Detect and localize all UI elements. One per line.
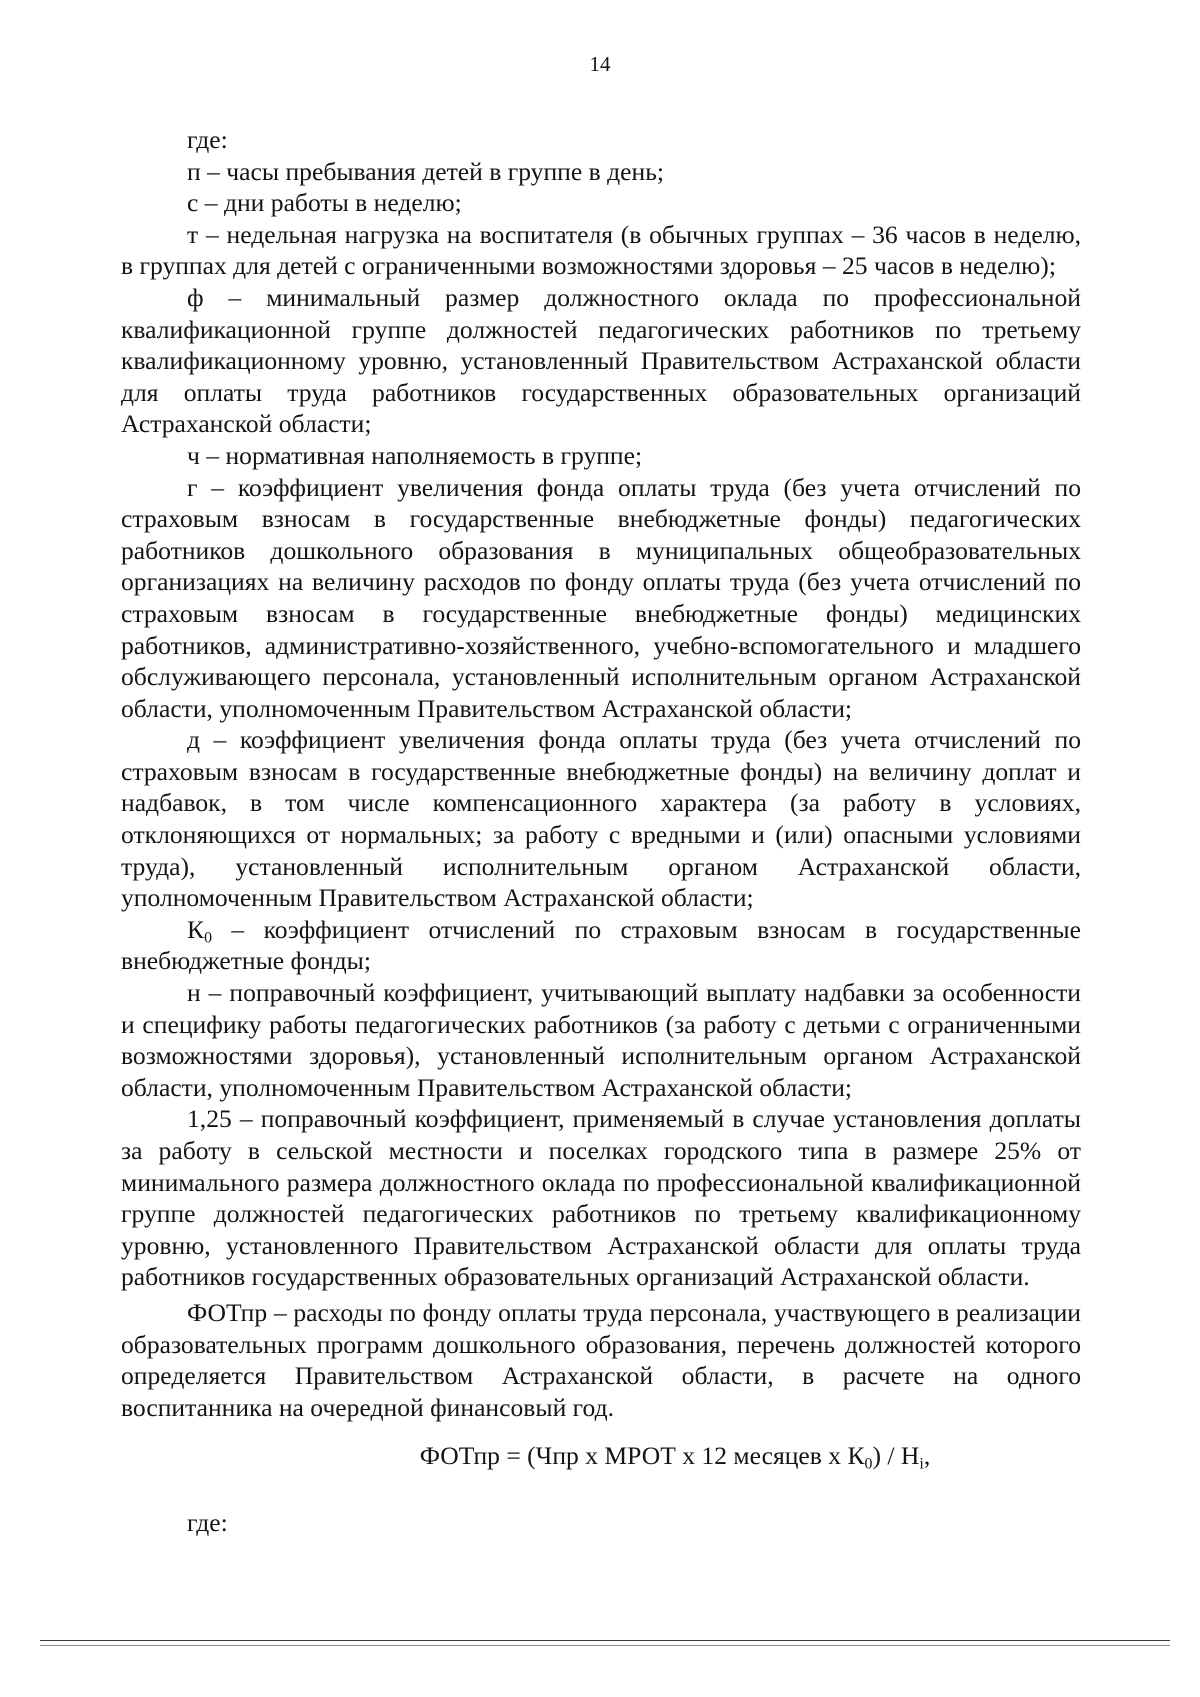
paragraph-fotpr: ФОТпр – расходы по фонду оплаты труда персонала, участвующего в реализации образовательных программ дошкольного образования, перечень должностей которого определяется Правительством Астраханской области, в расчете на одного воспитанника на очередной финансовый год.: [121, 1297, 1081, 1422]
formula-part3: ,: [923, 1441, 931, 1470]
formula-part1: ФОТпр = (Чпр х МРОТ х 12 месяцев х К: [419, 1441, 865, 1470]
paragraph-f: ф – минимальный размер должностного оклада по профессиональной квалификационной группе должностей педагогических работников по третьему квалификационному уровню, установленный Правительством Астраханской области для оплаты труда работников государственных образовательных организаций Астраханской области;: [121, 282, 1081, 439]
k0-subscript: 0: [204, 929, 213, 947]
formula-sub-k0: 0: [864, 1455, 873, 1473]
paragraph-k0: [121, 914, 1081, 977]
paragraph-where: где:: [187, 125, 228, 154]
paragraph-s: с – дни работы в неделю;: [187, 188, 462, 218]
paragraph-125: 1,25 – поправочный коэффициент, применяемый в случае установления доплаты за работу в сельской местности и поселках городского типа в размере 25% от минимального размера должностного оклада по профессиональной квалификационной группе должностей педагогических работников по третьему квалификационному уровню, установленного Правительством Астраханской области для оплаты труда работников государственных образовательных организаций Астраханской области.: [121, 1104, 1081, 1292]
paragraph-g: г – коэффициент увеличения фонда оплаты труда (без учета отчислений по страховым взносам в государственные внебюджетные фонды) педагогических работников дошкольного образования в муниципальных общеобразовательных организациях на величину расходов по фонду оплаты труда (без учета отчислений по страховым взносам в государственные внебюджетные фонды) медицинских работников, административно-хозяйственного, учебно-вспомогательного и младшего обслуживающего персонала, установленный исполнительным органом Астраханской области, уполномоченным Правительством Астраханской области;: [121, 472, 1081, 723]
page-number: 14: [589, 52, 611, 76]
paragraph-n-coef: н – поправочный коэффициент, учитывающий выплату надбавки за особенности и специфику работы педагогических работников (за работу с детьми с ограниченными возможностями здоровья), установленный исполнительным органом Астраханской области, уполномоченным Правительством Астраханской области;: [121, 978, 1081, 1102]
paragraph-where-bottom: где:: [187, 1508, 228, 1537]
paragraph-d: д – коэффициент увеличения фонда оплаты труда (без учета отчислений по страховым взносам в государственные внебюджетные фонды) на величину доплат и надбавок, в том числе компенсационного характера (за работу в условиях, отклоняющихся от нормальных; за работу с вредными и (или) опасными условиями труда), установленный исполнительным органом Астраханской области, уполномоченным Правительством Астраханской области;: [121, 725, 1081, 913]
k0-definition: – коэффициент отчислений по страховым взносам в государственные внебюджетные фонды;: [121, 914, 1081, 976]
formula-sub-i: i: [919, 1455, 924, 1473]
footer-rule: [40, 1640, 1170, 1641]
formula-part2: ) / Н: [872, 1441, 920, 1470]
formula-fotpr: [0, 1440, 1200, 1472]
k0-symbol: К: [187, 914, 205, 944]
footer-rule-secondary: [40, 1645, 1170, 1646]
paragraph-n: п – часы пребывания детей в группе в день;: [187, 156, 664, 186]
paragraph-t: т – недельная нагрузка на воспитателя (в обычных группах – 36 часов в неделю, в группах для детей с ограниченными возможностями здоровья – 25 часов в неделю);: [121, 219, 1081, 281]
document-body: [121, 124, 1081, 1423]
paragraph-ch: ч – нормативная наполняемость в группе;: [187, 440, 643, 470]
